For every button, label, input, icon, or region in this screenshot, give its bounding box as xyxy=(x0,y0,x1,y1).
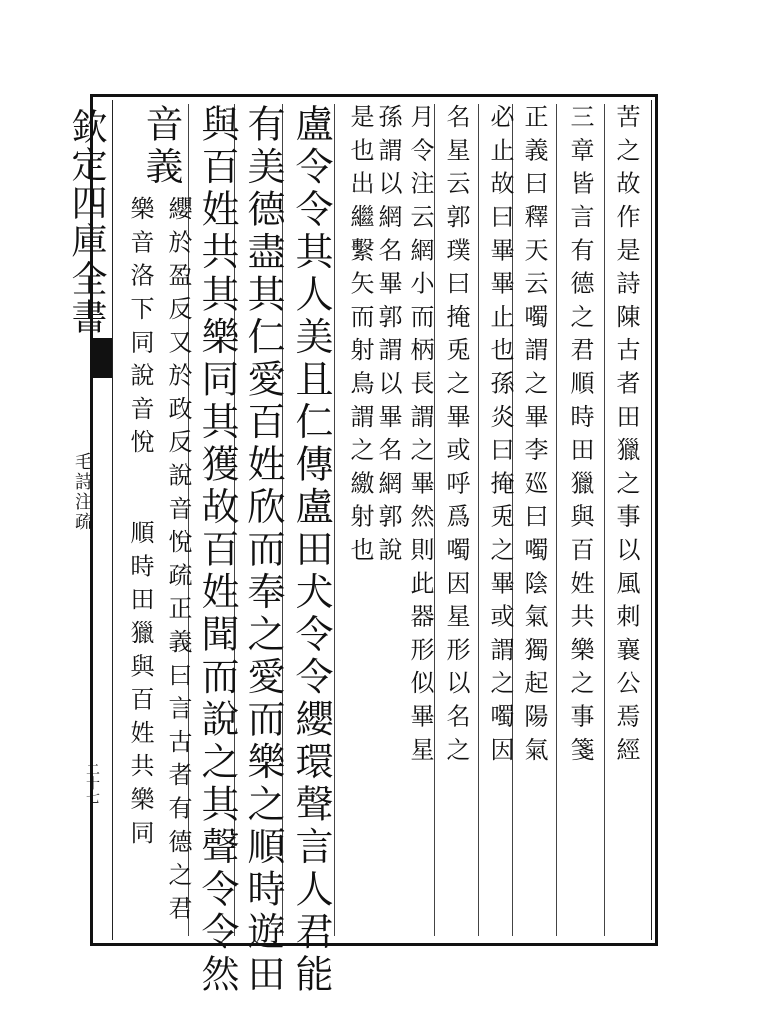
main-text-column-3: 與百姓共其樂同其獲故百姓聞而說之其聲令令然 xyxy=(195,104,239,997)
note-column-4: 必止故曰畢畢止也孫炎曰掩兎之畢或謂之噣因 xyxy=(486,104,514,770)
page-number: 二十七 xyxy=(84,762,100,804)
note-column-7: 孫謂以網名畢郭謂以畢名網郭說 xyxy=(374,104,402,571)
main-text-column-1: 盧令令其人美且仁傳盧田犬令令纓環聲言人君能 xyxy=(289,104,333,997)
note-column-1: 苦之故作是詩陳古者田獵之事以風刺襄公焉經 xyxy=(612,104,640,770)
column-rule xyxy=(556,104,557,936)
column-rule xyxy=(478,104,479,936)
annotation-column-c: 順時田獵與百姓共樂同 xyxy=(126,520,154,853)
yinyi-heading: 音義 xyxy=(139,104,183,189)
note-column-2: 三章皆言有德之君順時田獵與百姓共樂之事箋 xyxy=(566,104,594,770)
annotation-column-a: 纓於盈反又於政反說音悅疏正義曰言古者有德之君 xyxy=(164,196,192,929)
column-rule xyxy=(334,104,335,936)
section-title: 毛詩注疏 xyxy=(72,452,93,532)
fish-tail-mark xyxy=(92,338,112,378)
note-column-3: 正義曰釋天云噣謂之畢李廵曰噣陰氣獨起陽氣 xyxy=(520,104,548,770)
column-rule xyxy=(434,104,435,936)
column-rule xyxy=(604,104,605,936)
main-text-column-2: 有美德盡其仁愛百姓欣而奉之愛而樂之順時遊田 xyxy=(241,104,285,997)
annotation-column-b: 樂音洛下同說音悅 xyxy=(126,196,154,463)
book-title: 欽定四庫全書 xyxy=(66,108,107,336)
note-column-5: 名星云郭璞曰掩兎之畢或呼爲噣因星形以名之 xyxy=(442,104,470,770)
note-column-8: 是也出繼繫矢而射鳥謂之繳射也 xyxy=(346,104,374,571)
note-column-6: 月令注云網小而柄長謂之畢然則此器形似畢星 xyxy=(406,104,434,770)
